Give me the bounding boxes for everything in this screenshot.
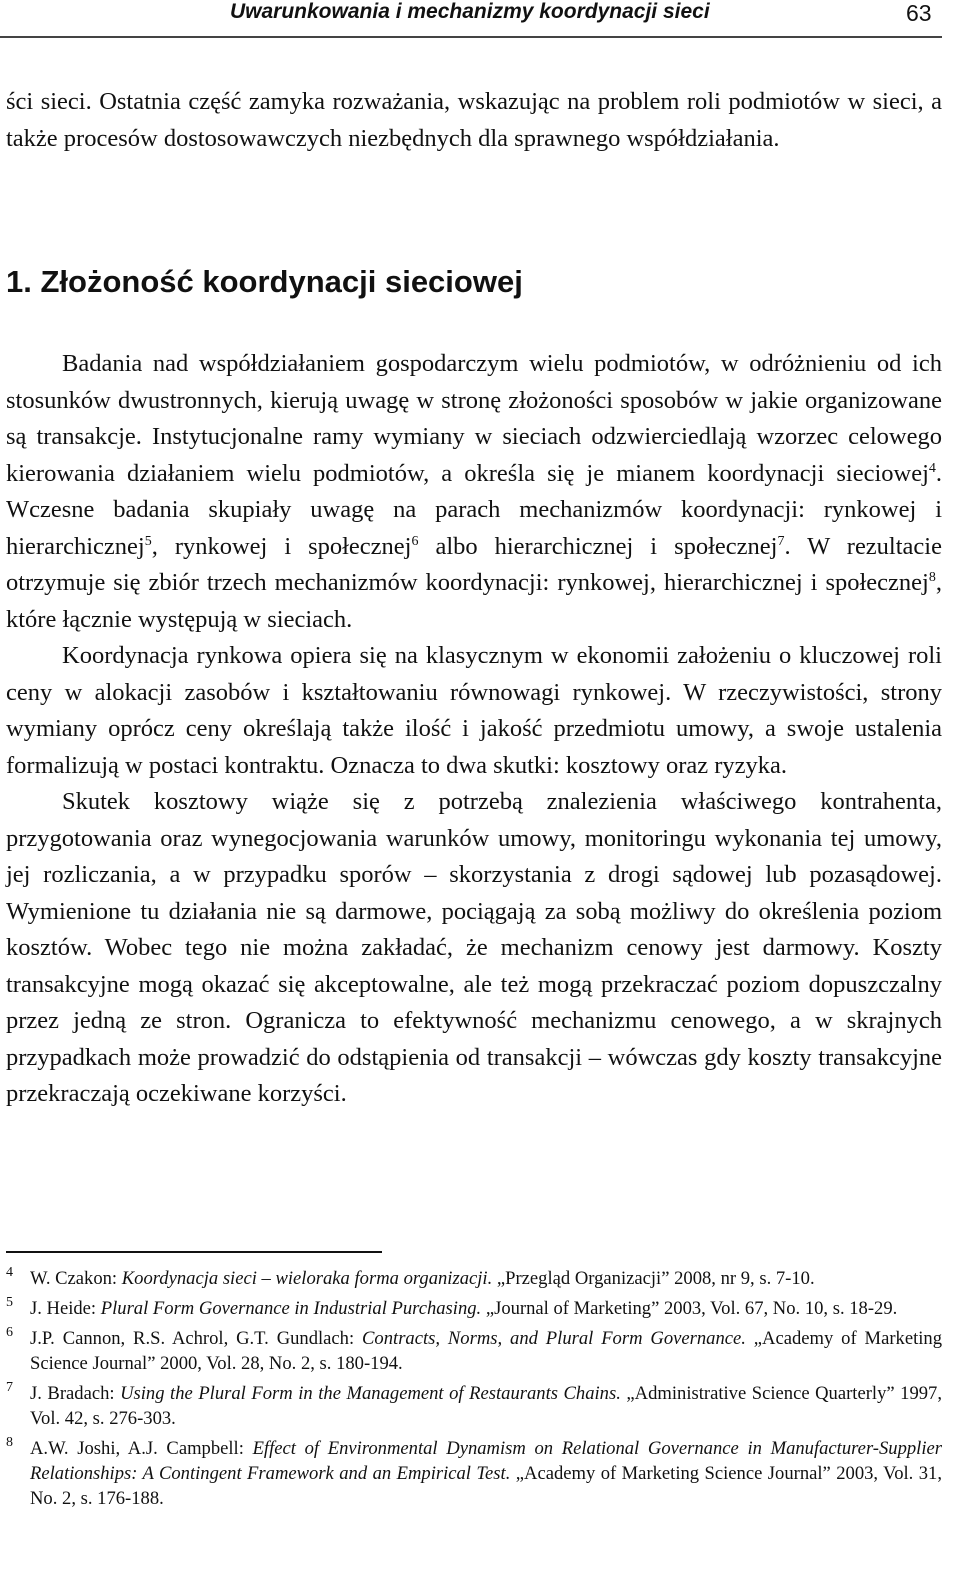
footnote-number: 4: [6, 1265, 13, 1280]
footnote-6: [6, 1326, 942, 1376]
footnote-source: „Administrative Science Quarterly” 1997, Vol. 42, s. 276-303.: [30, 1383, 942, 1429]
paragraph-1-text-f: , które łącznie występują w sieciach.: [6, 569, 942, 633]
paragraph-3: Skutek kosztowy wiąże się z potrzebą znalezienia właściwego kontrahenta, przygotowania oraz wynegocjowania warunków umowy, monitoringu wykonania tej umowy, jej rozliczania, a w przypadku sporów – skorzystania z drogi sądowej lub pozasądowej. Wymienione tu działania nie są darmowe, pociągają za sobą możliwy do określenia poziom kosztów. Wobec tego nie można zakładać, że mechanizm cenowy jest darmowy. Koszty transakcyjne mogą okazać się akceptowalne, ale też mogą przekraczać poziom dopuszczalny przez jedną ze stron. Ogranicza to efektywność mechanizmu cenowego, a w skrajnych przypadkach może prowadzić do odstąpienia od transakcji – wówczas gdy koszty transakcyjne przekraczają oczekiwane korzyści.: [6, 788, 942, 1107]
running-header: [0, 0, 942, 38]
paragraph-2: Koordynacja rynkowa opiera się na klasycznym w ekonomii założeniu o kluczowej roli ceny w alokacji zasobów i kształtowaniu równowagi rynkowej. W rzeczywistości, strony wymiany oprócz ceny określają także ilość i jakość przedmiotu umowy, a swoje ustalenia formalizują w postaci kontraktu. Oznacza to dwa skutki: kosztowy oraz ryzyka.: [6, 642, 942, 779]
footnote-title: Plural Form Governance in Industrial Purchasing.: [100, 1298, 482, 1319]
footnote-author: J. Bradach:: [30, 1383, 121, 1404]
intro-text: ści sieci. Ostatnia część zamyka rozważania, wskazując na problem roli podmiotów w sieci, a także procesów dostosowawczych niezbędnych dla sprawnego współdziałania.: [6, 88, 942, 152]
footnote-ref-5[interactable]: 5: [144, 533, 152, 549]
footnote-title: Using the Plural Form in the Management of Restaurants Chains.: [120, 1383, 621, 1404]
paragraph-1-text-c: , rynkowej i społecznej: [151, 532, 412, 560]
footnote-ref-6[interactable]: 6: [411, 533, 419, 549]
footnote-7: [6, 1381, 942, 1431]
paragraph-1-text-e: . W rezultacie otrzymuje się zbiór trzech mechanizmów koordynacji: rynkowej, hierarchicznej i społecznej: [6, 532, 942, 596]
footnote-author: J. Heide:: [30, 1298, 101, 1319]
footnote-author: J.P. Cannon, R.S. Achrol, G.T. Gundlach:: [30, 1328, 363, 1349]
footnote-ref-8[interactable]: 8: [928, 570, 936, 585]
footnote-separator: [6, 1251, 382, 1253]
footnote-ref-7[interactable]: 7: [777, 533, 785, 549]
running-title: Uwarunkowania i mechanizmy koordynacji sieci: [230, 0, 710, 23]
page-number: 63: [906, 0, 932, 26]
paragraph-1-text-d: albo hierarchicznej i społecznej: [418, 532, 778, 560]
footnote-number: 5: [6, 1295, 13, 1310]
footnote-title: Koordynacja sieci – wieloraka forma organizacji.: [121, 1268, 493, 1289]
intro-paragraph: [6, 84, 942, 157]
footnote-ref-4[interactable]: 4: [928, 460, 936, 476]
footnote-source: „Przegląd Organizacji” 2008, nr 9, s. 7-10.: [492, 1268, 815, 1289]
footnotes: [6, 1266, 942, 1516]
footnote-title: Contracts, Norms, and Plural Form Governance.: [362, 1328, 746, 1349]
paragraph-1: [6, 346, 942, 638]
main-text: [6, 346, 942, 1113]
paragraph-1-text-b: . Wczesne badania skupiały uwagę na parach mechanizmów koordynacji: rynkowej i hierarchicznej: [6, 459, 942, 560]
footnote-author: W. Czakon:: [30, 1268, 122, 1289]
footnote-author: A.W. Joshi, A.J. Campbell:: [30, 1438, 253, 1459]
footnote-source: „Academy of Marketing Science Journal” 2003, Vol. 31, No. 2, s. 176-188.: [30, 1463, 942, 1509]
footnote-number: 7: [6, 1380, 13, 1395]
footnote-4: [6, 1266, 942, 1291]
footnote-title: Effect of Environmental Dynamism on Relational Governance in Manufacturer-Supplier Relationships: A Contingent Framework and an Empirical Test.: [30, 1438, 943, 1484]
footnote-source: „Journal of Marketing” 2003, Vol. 67, No. 10, s. 18-29.: [481, 1298, 898, 1319]
footnote-source: „Academy of Marketing Science Journal” 2000, Vol. 28, No. 2, s. 180-194.: [30, 1328, 942, 1374]
footnote-5: [6, 1296, 942, 1321]
footnote-number: 6: [6, 1325, 13, 1340]
section-heading: 1. Złożoność koordynacji sieciowej: [6, 264, 523, 299]
footnote-8: [6, 1436, 942, 1511]
footnote-number: 8: [6, 1435, 13, 1450]
paragraph-1-text-a: Badania nad współdziałaniem gospodarczym wielu podmiotów, w odróżnieniu od ich stosunków dwustronnych, kierują uwagę w stronę złożoności sposobów w jakie organizowane są transakcje. Instytucjonalne ramy wymiany w sieciach odzwierciedlają wzorzec celowego kierowania działaniem wielu podmiotów, a określa się je mianem koordynacji sieciowej: [6, 350, 942, 487]
